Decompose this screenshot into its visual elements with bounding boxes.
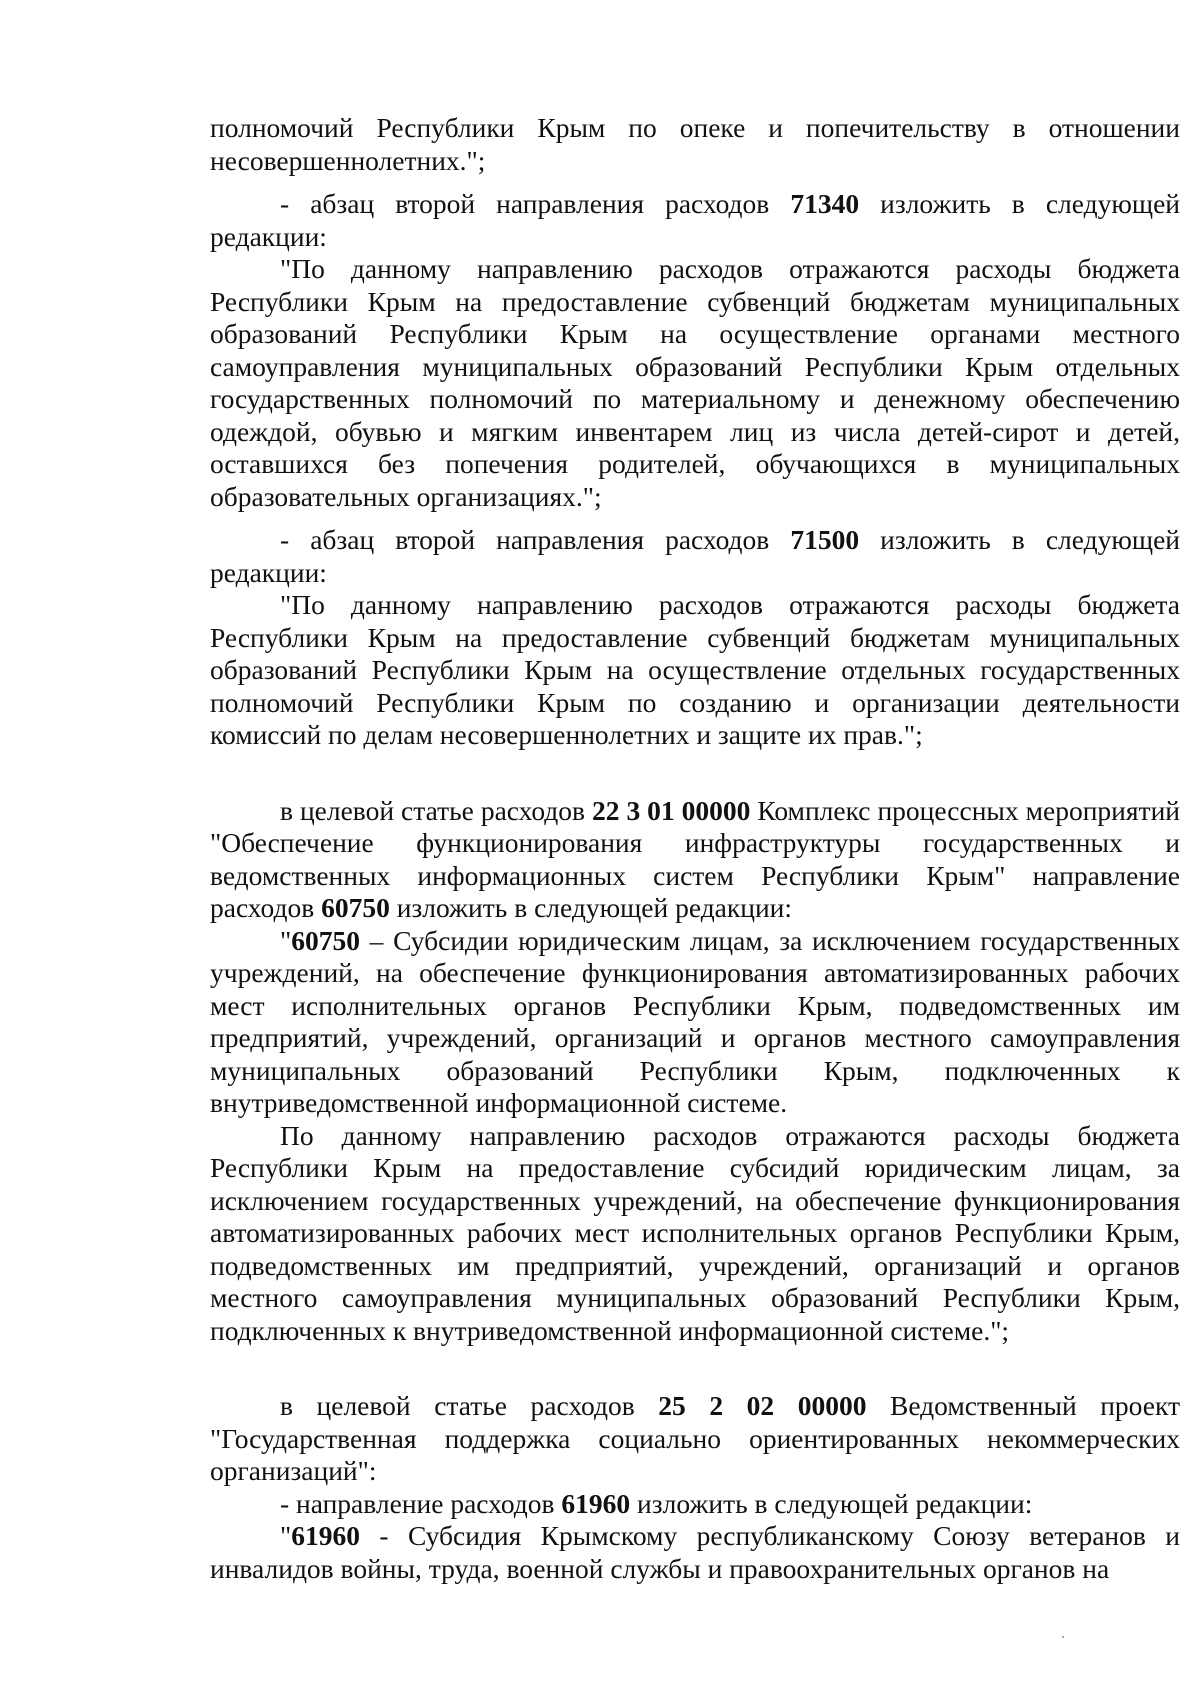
paragraph	[210, 1390, 1180, 1488]
text-run: - абзац второй направления расходов	[280, 188, 791, 219]
text-run: - абзац второй направления расходов	[280, 524, 791, 555]
bold-code: 71500	[790, 524, 860, 555]
text-run: - Субсидия Крымскому республиканскому Союзу ветеранов и инвалидов войны, труда, военной службы и правоохранительных органов на	[210, 1520, 1180, 1584]
text-run: изложить в следующей редакции:	[210, 524, 1180, 588]
text-run: изложить в следующей редакции:	[210, 188, 1180, 252]
text-run: По данному направлению расходов отражаются расходы бюджета Республики Крым на предоставление субсидий юридическим лицам, за исключением государственных учреждений, на обеспечение функционирования автоматизированных рабочих мест исполнительных органов Республики Крым, подведомственных им предприятий, учреждений, организаций и органов местного самоуправления муниципальных образований Республики Крым, подключенных к внутриведомственной информационной системе.";	[210, 1119, 1180, 1346]
paragraph	[210, 795, 1180, 925]
text-run: в целевой статье расходов	[280, 1390, 659, 1421]
paragraph	[210, 188, 1180, 253]
paragraph	[210, 1520, 1180, 1585]
bold-code: 25 2 02 00000	[658, 1390, 867, 1421]
text-run: Ведомственный проект "Государственная поддержка социально ориентированных некоммерческих организаций":	[210, 1390, 1180, 1486]
text-run: – Субсидии юридическим лицам, за исключением государственных учреждений, на обеспечение функционирования автоматизированных рабочих мест исполнительных органов Республики Крым, подведомственных им предприятий, учреждений, организаций и органов местного самоуправления муниципальных образований Республики Крым, подключенных к внутриведомственной информационной системе.	[210, 924, 1180, 1118]
bold-code: 61960	[561, 1487, 631, 1519]
text-run: Комплекс процессных мероприятий "Обеспечение функционирования инфраструктуры государственных и ведомственных информационных систем Республики Крым" направление расходов	[210, 794, 1180, 923]
bold-code: 60750	[291, 924, 360, 956]
bold-code: 71340	[790, 188, 860, 219]
document-body	[210, 112, 1180, 1585]
text-run: "	[280, 924, 292, 956]
paragraph	[210, 112, 1180, 177]
bold-code: 61960	[291, 1520, 360, 1551]
text-run: полномочий Республики Крым по опеке и попечительству в отношении несовершеннолетних.";	[210, 112, 1180, 176]
paragraph	[210, 589, 1180, 752]
bold-code: 22 3 01 00000	[591, 794, 751, 826]
text-run: "По данному направлению расходов отражаются расходы бюджета Республики Крым на предоставление субвенций бюджетам муниципальных образований Республики Крым на осуществление отдельных государственных полномочий Республики Крым по созданию и организации деятельности комиссий по делам несовершеннолетних и защите их прав.";	[210, 589, 1180, 750]
paragraph	[210, 524, 1180, 589]
text-run: изложить в следующей редакции:	[389, 892, 793, 923]
text-run: изложить в следующей редакции:	[630, 1487, 1033, 1519]
paragraph	[210, 1488, 1180, 1521]
paragraph	[210, 1120, 1180, 1348]
bold-code: 60750	[321, 892, 390, 923]
text-run: в целевой статье расходов	[280, 794, 592, 826]
text-run: "По данному направлению расходов отражаются расходы бюджета Республики Крым на предоставление субвенций бюджетам муниципальных образований Республики Крым на осуществление органами местного самоуправления муниципальных образований Республики Крым отдельных государственных полномочий по материальному и денежному обеспечению одеждой, обувью и мягким инвентарем лиц из числа детей-сирот и детей, оставшихся без попечения родителей, обучающихся в муниципальных образовательных организациях.";	[210, 253, 1180, 512]
scan-speck	[1062, 1636, 1064, 1638]
text-run: "	[280, 1520, 292, 1551]
text-run: - направление расходов	[280, 1487, 562, 1519]
paragraph	[210, 925, 1180, 1120]
paragraph	[210, 253, 1180, 513]
